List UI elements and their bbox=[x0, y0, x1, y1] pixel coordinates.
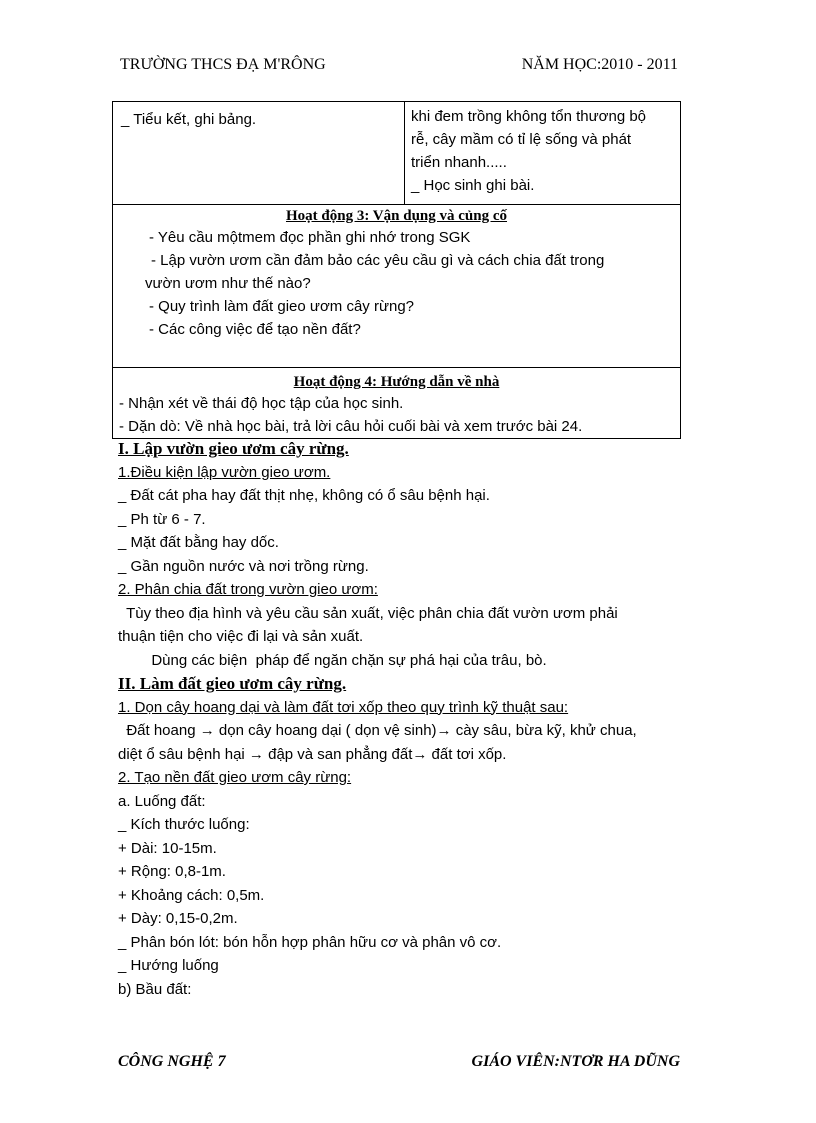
header-school: TRƯỜNG THCS ĐẠ M'RÔNG bbox=[120, 56, 326, 73]
subsection-heading: 1. Dọn cây hoang dại và làm đất tơi xốp theo quy trình kỹ thuật sau: bbox=[118, 698, 569, 716]
list-item: b) Bầu đất: bbox=[118, 980, 192, 998]
list-item: + Dày: 0,15-0,2m. bbox=[118, 910, 238, 927]
activity3-line: - Lập vườn ươm cần đảm bảo các yêu cầu gì và cách chia đất trong bbox=[151, 252, 605, 269]
activity3-line: - Quy trình làm đất gieo ươm cây rừng? bbox=[149, 298, 415, 315]
list-item: + Dài: 10-15m. bbox=[118, 839, 217, 857]
list-item: _ Mặt đất bằng hay dốc. bbox=[118, 534, 279, 551]
activity3-title: Hoạt động 3: Vận dụng và củng cố bbox=[285, 208, 508, 224]
activity4-title: Hoạt động 4: Hướng dẫn về nhà bbox=[293, 374, 500, 390]
table-row bbox=[113, 102, 681, 205]
list-item: _ Ph từ 6 - 7. bbox=[118, 510, 206, 528]
activity3-line: vườn ươm như thế nào? bbox=[145, 275, 311, 292]
section-heading: I. Lập vườn gieo ươm cây rừng. bbox=[118, 439, 349, 458]
lesson-content bbox=[118, 437, 688, 1001]
subsection-heading: 2. Phân chia đất trong vườn gieo ươm: bbox=[118, 581, 378, 598]
header-school-year: NĂM HỌC:2010 - 2011 bbox=[521, 56, 678, 73]
activity3-line: - Các công việc để tạo nền đất? bbox=[149, 321, 361, 338]
table-row bbox=[113, 368, 681, 439]
cell-line: _ Học sinh ghi bài. bbox=[411, 177, 535, 194]
list-item: _ Gần nguồn nước và nơi trồng rừng. bbox=[118, 557, 369, 575]
lesson-table bbox=[112, 101, 681, 439]
cell-line: khi đem trồng không tổn thương bộ bbox=[411, 108, 647, 125]
activity3-cell bbox=[113, 205, 681, 368]
subsection-heading: 1.Điều kiện lập vườn gieo ươm. bbox=[118, 463, 331, 481]
footer-teacher: GIÁO VIÊN:NTƠR HA DŨNG bbox=[471, 1053, 680, 1070]
list-item: _ Kích thước luống: bbox=[118, 816, 250, 833]
table-cell-teacher bbox=[113, 102, 405, 205]
cell-line: rễ, cây mầm có tỉ lệ sống và phát bbox=[411, 131, 632, 148]
list-item: _ Đất cát pha hay đất thịt nhẹ, không có ổ sâu bệnh hại. bbox=[118, 487, 490, 504]
table-cell-student bbox=[405, 102, 681, 205]
section-heading: II. Làm đất gieo ươm cây rừng. bbox=[118, 674, 347, 693]
activity4-line: - Dặn dò: Về nhà học bài, trả lời câu hỏi cuối bài và xem trước bài 24. bbox=[119, 418, 583, 435]
footer-subject: CÔNG NGHỆ 7 bbox=[118, 1053, 226, 1070]
list-item: _ Hướng luống bbox=[118, 957, 219, 974]
subsection-heading: 2. Tạo nền đất gieo ươm cây rừng: bbox=[118, 769, 352, 786]
activity3-line: - Yêu cầu mộtmem đọc phần ghi nhớ trong SGK bbox=[149, 229, 471, 246]
table-row bbox=[113, 205, 681, 368]
paragraph-line: diệt ổ sâu bệnh hại → đập và san phẳng đất→ đất tơi xốp. bbox=[118, 745, 507, 763]
paragraph-line: Tùy theo địa hình và yêu cầu sản xuất, việc phân chia đất vườn ươm phải bbox=[118, 604, 618, 622]
cell-line: triển nhanh..... bbox=[411, 154, 507, 171]
activity4-cell bbox=[113, 368, 681, 439]
list-item: + Khoảng cách: 0,5m. bbox=[118, 886, 265, 904]
list-item: + Rộng: 0,8-1m. bbox=[118, 863, 226, 880]
paragraph-line: thuận tiện cho việc đi lại và sản xuất. bbox=[118, 628, 364, 645]
cell-line: _ Tiểu kết, ghi bảng. bbox=[121, 111, 257, 128]
activity4-line: - Nhận xét về thái độ học tập của học sinh. bbox=[119, 395, 404, 412]
list-item: _ Phân bón lót: bón hỗn hợp phân hữu cơ và phân vô cơ. bbox=[118, 933, 502, 951]
paragraph-line: Đất hoang → dọn cây hoang dại ( dọn vệ sinh)→ cày sâu, bừa kỹ, khử chua, bbox=[118, 722, 637, 739]
paragraph-line: Dùng các biện pháp để ngăn chặn sự phá hại của trâu, bò. bbox=[118, 651, 547, 669]
list-item: a. Luống đất: bbox=[118, 792, 206, 810]
